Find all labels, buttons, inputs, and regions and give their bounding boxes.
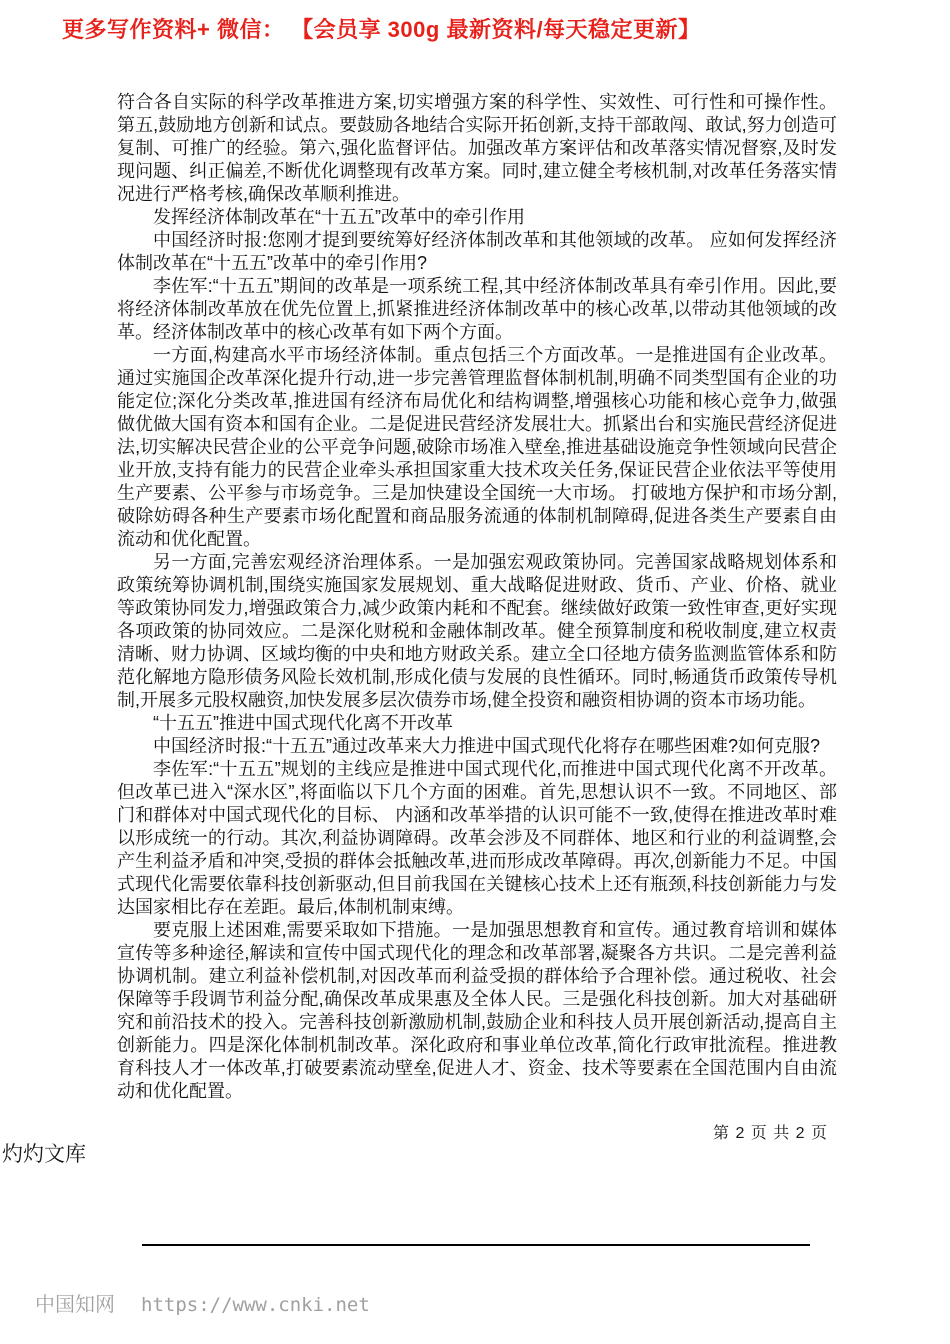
promo-header-text: 更多写作资料+ 微信： 【会员享 300g 最新资料/每天稳定更新】 [62,17,701,42]
body-paragraph: 发挥经济体制改革在“十五五”改革中的牵引作用 [153,207,525,227]
body-paragraph: 中国经济时报:您刚才提到要统筹好经济体制改革和其他领域的改革。 应如何发挥经济体制改革在“十五五”改革中的牵引作用? [117,230,837,273]
library-watermark: 灼灼文库 [2,1143,86,1166]
body-paragraph: 李佐军:“十五五”期间的改革是一项系统工程,其中经济体制改革具有牵引作用。因此,要将经济体制改革放在优先位置上,抓紧推进经济体制改革中的核心改革,以带动其他领域的改革。经济体制改革中的核心改革有如下两个方面。 [117,276,837,342]
document-body [117,91,837,1103]
cnki-watermark [35,1288,370,1317]
body-paragraph: 符合各自实际的科学改革推进方案,切实增强方案的科学性、实效性、可行性和可操作性。第五,鼓励地方创新和试点。要鼓励各地结合实际开拓创新,支持干部敢闯、敢试,努力创造可复制、可推广的经验。第六,强化监督评估。加强改革方案评估和改革落实情况督察,及时发现问题、纠正偏差,不断优化调整现有改革方案。同时,建立健全考核机制,对改革任务落实情况进行严格考核,确保改革顺利推进。 [117,92,837,204]
cnki-site-name: 中国知网 [35,1294,115,1316]
body-paragraph: 李佐军:“十五五”规划的主线应是推进中国式现代化,而推进中国式现代化离不开改革。但改革已进入“深水区”,将面临以下几个方面的困难。首先,思想认识不一致。不同地区、部门和群体对中国式现代化的目标、 内涵和改革举措的认识可能不一致,使得在推进改革时难以形成统一的行动。其次,利益协调障碍。改革会涉及不同群体、地区和行业的利益调整,会产生利益矛盾和冲突,受损的群体会抵触改革,进而形成改革障碍。再次,创新能力不足。中国式现代化需要依靠科技创新驱动,但目前我国在关键核心技术上还有瓶颈,科技创新能力与发达国家相比存在差距。最后,体制机制束缚。 [117,759,837,917]
body-paragraph: 一方面,构建高水平市场经济体制。重点包括三个方面改革。一是推进国有企业改革。通过实施国企改革深化提升行动,进一步完善管理监督体制机制,明确不同类型国有企业的功能定位;深化分类改革,推进国有经济布局优化和结构调整,增强核心功能和核心竞争力,做强做优做大国有资本和国有企业。二是促进民营经济发展壮大。抓紧出台和实施民营经济促进法,切实解决民营企业的公平竞争问题,破除市场准入壁垒,推进基础设施竞争性领域向民营企业开放,支持有能力的民营企业牵头承担国家重大技术攻关任务,保证民营企业依法平等使用生产要素、公平参与市场竞争。三是加快建设全国统一大市场。 打破地方保护和市场分割,破除妨碍各种生产要素市场化配置和商品服务流通的体制机制障碍,促进各类生产要素自由流动和优化配置。 [117,345,837,549]
body-paragraph: 要克服上述困难,需要采取如下措施。一是加强思想教育和宣传。通过教育培训和媒体宣传等多种途径,解读和宣传中国式现代化的理念和改革部署,凝聚各方共识。二是完善利益协调机制。建立利益补偿机制,对因改革而利益受损的群体给予合理补偿。通过税收、社会保障等手段调节利益分配,确保改革成果惠及全体人民。三是强化科技创新。加大对基础研究和前沿技术的投入。完善科技创新激励机制,鼓励企业和科技人员开展创新活动,提高自主创新能力。四是深化体制机制改革。深化政府和事业单位改革,简化行政审批流程。推进教育科技人才一体改革,打破要素流动壁垒,促进人才、资金、技术等要素在全国范围内自由流动和优化配置。 [117,920,837,1101]
page-number-indicator: 第 2 页 共 2 页 [713,1125,829,1142]
footer-divider-line [142,1244,810,1246]
body-paragraph: 另一方面,完善宏观经济治理体系。一是加强宏观政策协同。完善国家战略规划体系和政策统筹协调机制,围绕实施国家发展规划、重大战略促进财政、货币、产业、价格、就业等政策协同发力,增强政策合力,减少政策内耗和不配套。继续做好政策一致性审查,更好实现各项政策的协同效应。二是深化财税和金融体制改革。健全预算制度和税收制度,建立权责清晰、财力协调、区域均衡的中央和地方财政关系。建立全口径地方债务监测监管体系和防范化解地方隐形债务风险长效机制,形成化债与发展的良性循环。同时,畅通货币政策传导机制,开展多元股权融资,加快发展多层次债券市场,健全投资和融资相协调的资本市场功能。 [117,552,837,710]
cnki-site-url: https://www.cnki.net [141,1294,370,1316]
body-paragraph: “十五五”推进中国式现代化离不开改革 [153,713,453,733]
body-paragraph: 中国经济时报:“十五五”通过改革来大力推进中国式现代化将存在哪些困难?如何克服? [153,736,821,756]
